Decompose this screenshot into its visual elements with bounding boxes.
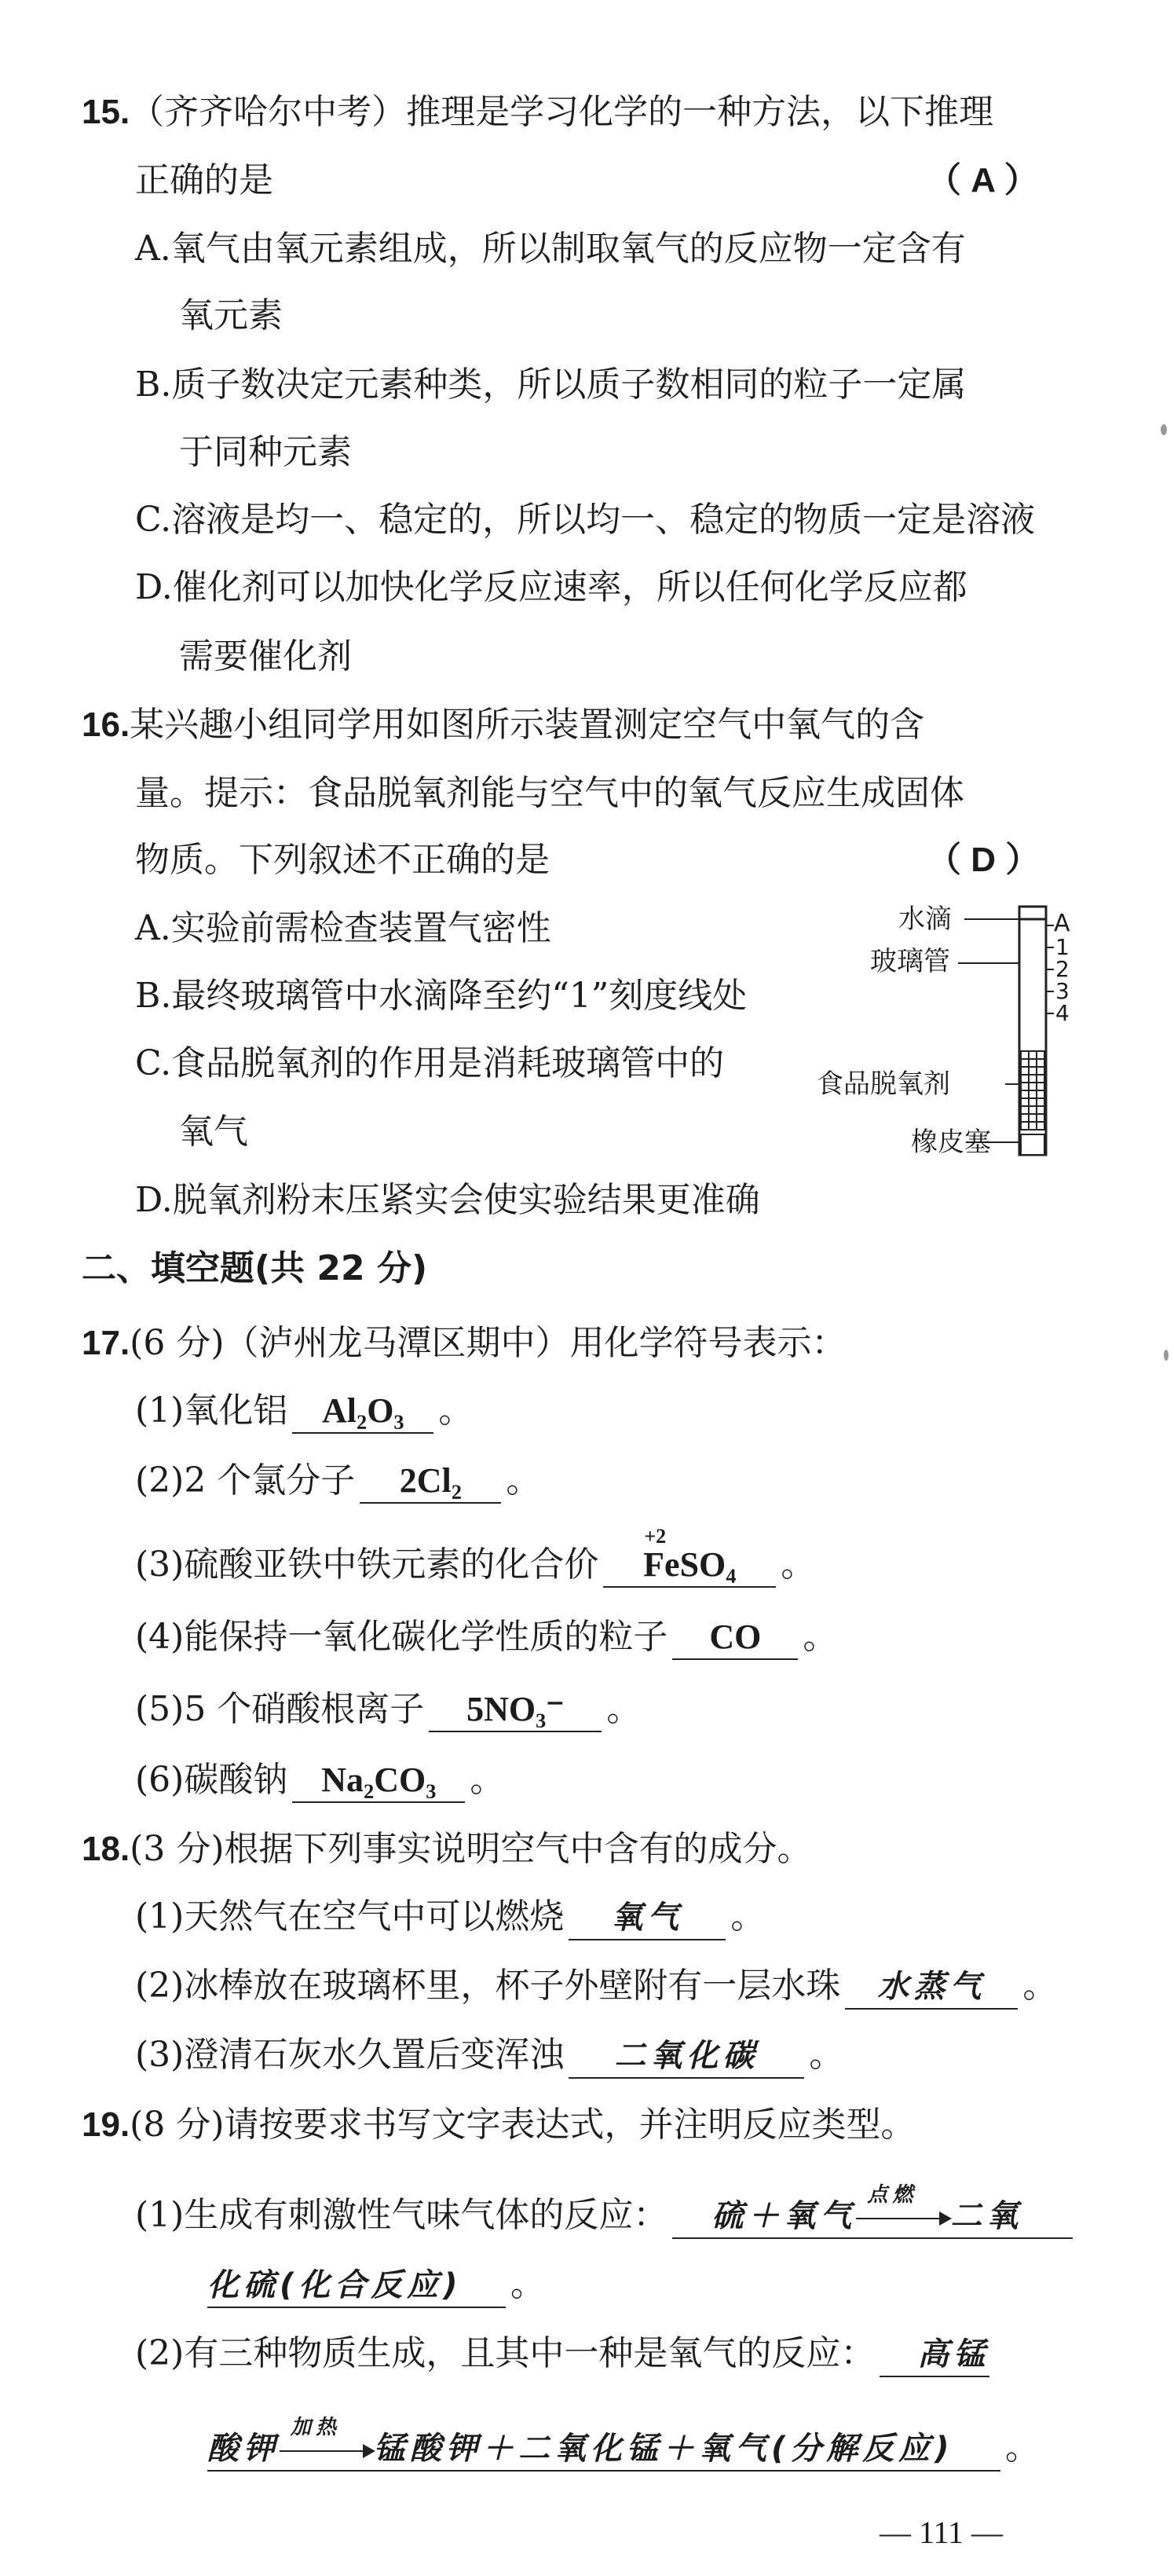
period: 。 (470, 1760, 505, 1800)
q17-part1 (135, 1387, 473, 1435)
q16-answer: （ D ） (927, 841, 1041, 879)
q15-option-d-line1: D.催化剂可以加快化学反应速率，所以任何化学反应都 (135, 567, 967, 607)
q17-part4 (135, 1614, 837, 1661)
q17-line1 (82, 1320, 846, 1367)
q16-option-a: A.实验前需检查装置气密性 (135, 908, 551, 948)
q19-part2-answer-line2 (207, 2416, 1000, 2472)
q19-part1-product-a: 二氧 (950, 2198, 1023, 2234)
q17-part2-label: (2)2 个氯分子 (135, 1460, 356, 1501)
q17-part3-valence: +2 (644, 1525, 667, 1548)
label-water-drop: 水滴 (898, 903, 952, 935)
q17-part3-answer: FeSO₄ (643, 1545, 737, 1584)
reaction-arrow-icon (856, 2183, 950, 2233)
deoxidizer-grid (1021, 1051, 1044, 1130)
q17-part3-label: (3)硫酸亚铁中铁元素的化合价 (135, 1545, 599, 1585)
section-title: 二、填空题(共 22 分) (82, 1248, 428, 1288)
q17-part3 (135, 1525, 816, 1588)
q15-option-a-line2: 氧元素 (179, 295, 283, 335)
scan-speck (1161, 424, 1167, 435)
q18-part2-answer: 水蒸气 (845, 1966, 1018, 2010)
q18-stem: (3 分)根据下列事实说明空气中含有的成分。 (130, 1829, 812, 1869)
q18-part3 (135, 2032, 843, 2079)
q18-line1 (82, 1826, 811, 1873)
q19-part2-reactant: 酸钾 (207, 2431, 280, 2467)
q19-part2-line2 (203, 2416, 1040, 2472)
q19-part1-answer-line2: 化硫(化合反应) (207, 2264, 506, 2308)
q18-part2-label: (2)冰棒放在玻璃杯里，杯子外壁附有一层水珠 (135, 1966, 841, 2006)
q19-part1-line1 (135, 2183, 1077, 2239)
q17-part5-answer: 5NO₃⁻ (429, 1688, 602, 1732)
apparatus-figure (817, 902, 1099, 1169)
period: 。 (730, 1896, 766, 1937)
q15-option-b-line2: 于同种元素 (179, 432, 352, 472)
q18-number: 18. (82, 1830, 130, 1868)
q15-stem-line1: （齐齐哈尔中考）推理是学习化学的一种方法，以下推理 (130, 92, 994, 132)
q18-part3-label: (3)澄清石灰水久置后变浑浊 (135, 2035, 565, 2075)
mark-3: 3 (1055, 978, 1070, 1004)
q16-stem-line1: 某兴趣小组同学用如图所示装置测定空气中氧气的含 (130, 705, 925, 745)
q16-stem-line2: 量。提示：食品脱氧剂能与空气中的氧气反应生成固体 (135, 773, 964, 813)
q19-part1-answer-line1 (672, 2183, 1073, 2239)
q17-part4-answer: CO (672, 1616, 798, 1660)
q17-part6-label: (6)碳酸钠 (135, 1760, 288, 1800)
q18-part1-label: (1)天然气在空气中可以燃烧 (135, 1896, 565, 1937)
q17-part5-label: (5)5 个硝酸根离子 (135, 1689, 425, 1729)
q19-number: 19. (82, 2105, 130, 2144)
q16-stem-line3: 物质。下列叙述不正确的是 (135, 840, 550, 880)
period: 。 (803, 1617, 838, 1657)
mark-2: 2 (1055, 956, 1070, 982)
q15-answer: （ A ） (927, 161, 1039, 200)
q17-part4-label: (4)能保持一氧化碳化学性质的粒子 (135, 1617, 668, 1657)
q19-part2-products: 锰酸钾＋二氧化锰＋氧气(分解反应) (374, 2431, 954, 2467)
q15-number: 15. (82, 93, 130, 131)
q15-option-b-line1: B.质子数决定元素种类，所以质子数相同的粒子一定属 (135, 365, 967, 405)
q19-part1-label: (1)生成有刺激性气味气体的反应： (135, 2195, 668, 2235)
period: 。 (506, 1460, 541, 1501)
q18-part2 (135, 1962, 1057, 2010)
q18-part1-answer: 氧气 (569, 1896, 726, 1940)
q15-stem-line2: 正确的是 (135, 160, 273, 200)
q18-part3-answer: 二氧化碳 (569, 2035, 804, 2079)
q16-line1 (82, 702, 924, 749)
q17-part3-blank (603, 1525, 776, 1588)
rubber-stopper (1021, 1134, 1044, 1155)
q19-part2-answer-start: 高锰 (880, 2333, 989, 2377)
q19-stem: (8 分)请按要求书写文字表达式，并注明反应类型。 (130, 2105, 916, 2145)
q17-part5 (135, 1686, 641, 1733)
q19-part1-reactants: 硫＋氧气 (711, 2198, 857, 2234)
q15-option-d-line2: 需要催化剂 (179, 636, 352, 676)
q16-number: 16. (82, 705, 130, 744)
q17-number: 17. (82, 1324, 130, 1362)
q17-part1-answer: Al₂O₃ (292, 1390, 433, 1434)
period: 。 (1022, 1966, 1058, 2006)
label-rubber-stopper: 橡皮塞 (911, 1127, 991, 1158)
q17-part2-answer: 2Cl₂ (360, 1460, 501, 1504)
q17-part1-label: (1)氧化铝 (135, 1391, 288, 1431)
period: 。 (606, 1689, 642, 1729)
q19-part1-line2 (203, 2261, 545, 2308)
q19-part2-condition: 加热 (291, 2416, 342, 2439)
q15-line1 (82, 89, 993, 136)
scan-speck (1164, 1350, 1169, 1361)
q17-part2 (135, 1457, 540, 1504)
page-number: — 111 — (880, 2515, 1004, 2550)
label-glass-tube: 玻璃管 (870, 946, 950, 977)
q17-part6-answer: Na₂CO₃ (292, 1759, 465, 1803)
q19-part2-line1 (135, 2330, 994, 2377)
mark-4: 4 (1055, 1000, 1070, 1026)
q17-stem: (6 分)（泸州龙马潭区期中）用化学符号表示： (130, 1323, 847, 1363)
period: 。 (1005, 2428, 1040, 2468)
reaction-arrow-icon (280, 2416, 374, 2466)
q19-part2-label: (2)有三种物质生成，且其中一种是氧气的反应： (135, 2333, 876, 2373)
q17-part6 (135, 1757, 504, 1804)
period: 。 (809, 2035, 844, 2075)
q16-option-b: B.最终玻璃管中水滴降至约“1”刻度线处 (135, 976, 748, 1016)
q16-option-c-line2: 氧气 (179, 1112, 248, 1152)
period: 。 (438, 1391, 474, 1431)
period: 。 (510, 2264, 545, 2304)
label-deoxidizer: 食品脱氧剂 (817, 1068, 950, 1100)
q18-part1 (135, 1893, 765, 1940)
q15-option-a-line1: A.氧气由氧元素组成，所以制取氧气的反应物一定含有 (135, 229, 966, 269)
mark-1: 1 (1055, 934, 1070, 960)
q16-option-d: D.脱氧剂粉末压紧实会使实验结果更准确 (135, 1180, 760, 1220)
mark-a: A (1054, 910, 1070, 937)
q19-part1-condition: 点燃 (867, 2183, 918, 2207)
q19-line1 (82, 2101, 915, 2149)
q15-option-c: C.溶液是均一、稳定的，所以均一、稳定的物质一定是溶液 (135, 500, 1036, 540)
q16-option-c-line1: C.食品脱氧剂的作用是消耗玻璃管中的 (135, 1043, 725, 1083)
period: 。 (781, 1545, 816, 1585)
